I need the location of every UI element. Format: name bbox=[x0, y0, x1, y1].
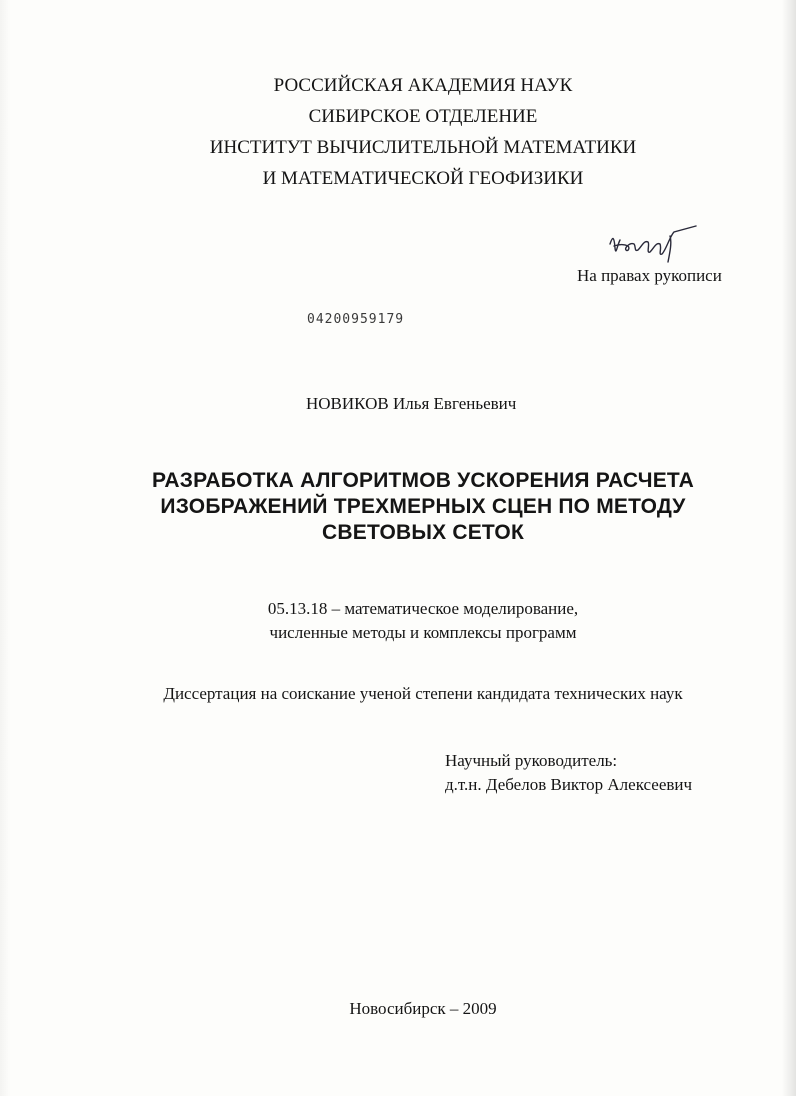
title-line-2: ИЗОБРАЖЕНИЙ ТРЕХМЕРНЫХ СЦЕН ПО МЕТОДУ bbox=[160, 495, 686, 518]
header-line-institute-cont: И МАТЕМАТИЧЕСКОЙ ГЕОФИЗИКИ bbox=[262, 168, 584, 189]
city-year: Новосибирск – 2009 bbox=[349, 999, 497, 1018]
header-line-academy: РОССИЙСКАЯ АКАДЕМИЯ НАУК bbox=[273, 75, 573, 96]
signature-icon bbox=[604, 222, 704, 266]
advisor-label: Научный руководитель: bbox=[445, 751, 618, 770]
degree-statement: Диссертация на соискание ученой степени кандидата технических наук bbox=[163, 684, 683, 703]
header-line-institute: ИНСТИТУТ ВЫЧИСЛИТЕЛЬНОЙ МАТЕМАТИКИ bbox=[209, 137, 637, 158]
institution-header bbox=[0, 70, 796, 194]
manuscript-rights-note: На правах рукописи bbox=[577, 266, 722, 285]
registration-stamp-number: 04200959179 bbox=[307, 312, 405, 327]
advisor-name: д.т.н. Дебелов Виктор Алексеевич bbox=[445, 775, 693, 794]
title-line-1: РАЗРАБОТКА АЛГОРИТМОВ УСКОРЕНИЯ РАСЧЕТА bbox=[151, 469, 695, 492]
header-line-branch: СИБИРСКОЕ ОТДЕЛЕНИЕ bbox=[308, 106, 538, 127]
specialty-line-2: численные методы и комплексы программ bbox=[269, 623, 577, 642]
specialty-code bbox=[0, 597, 796, 645]
scientific-advisor bbox=[445, 749, 692, 797]
specialty-line-1: 05.13.18 – математическое моделирование, bbox=[267, 599, 579, 618]
title-line-3: СВЕТОВЫХ СЕТОК bbox=[322, 521, 524, 544]
dissertation-title bbox=[0, 468, 796, 546]
author-name: НОВИКОВ Илья Евгеньевич bbox=[306, 394, 517, 413]
